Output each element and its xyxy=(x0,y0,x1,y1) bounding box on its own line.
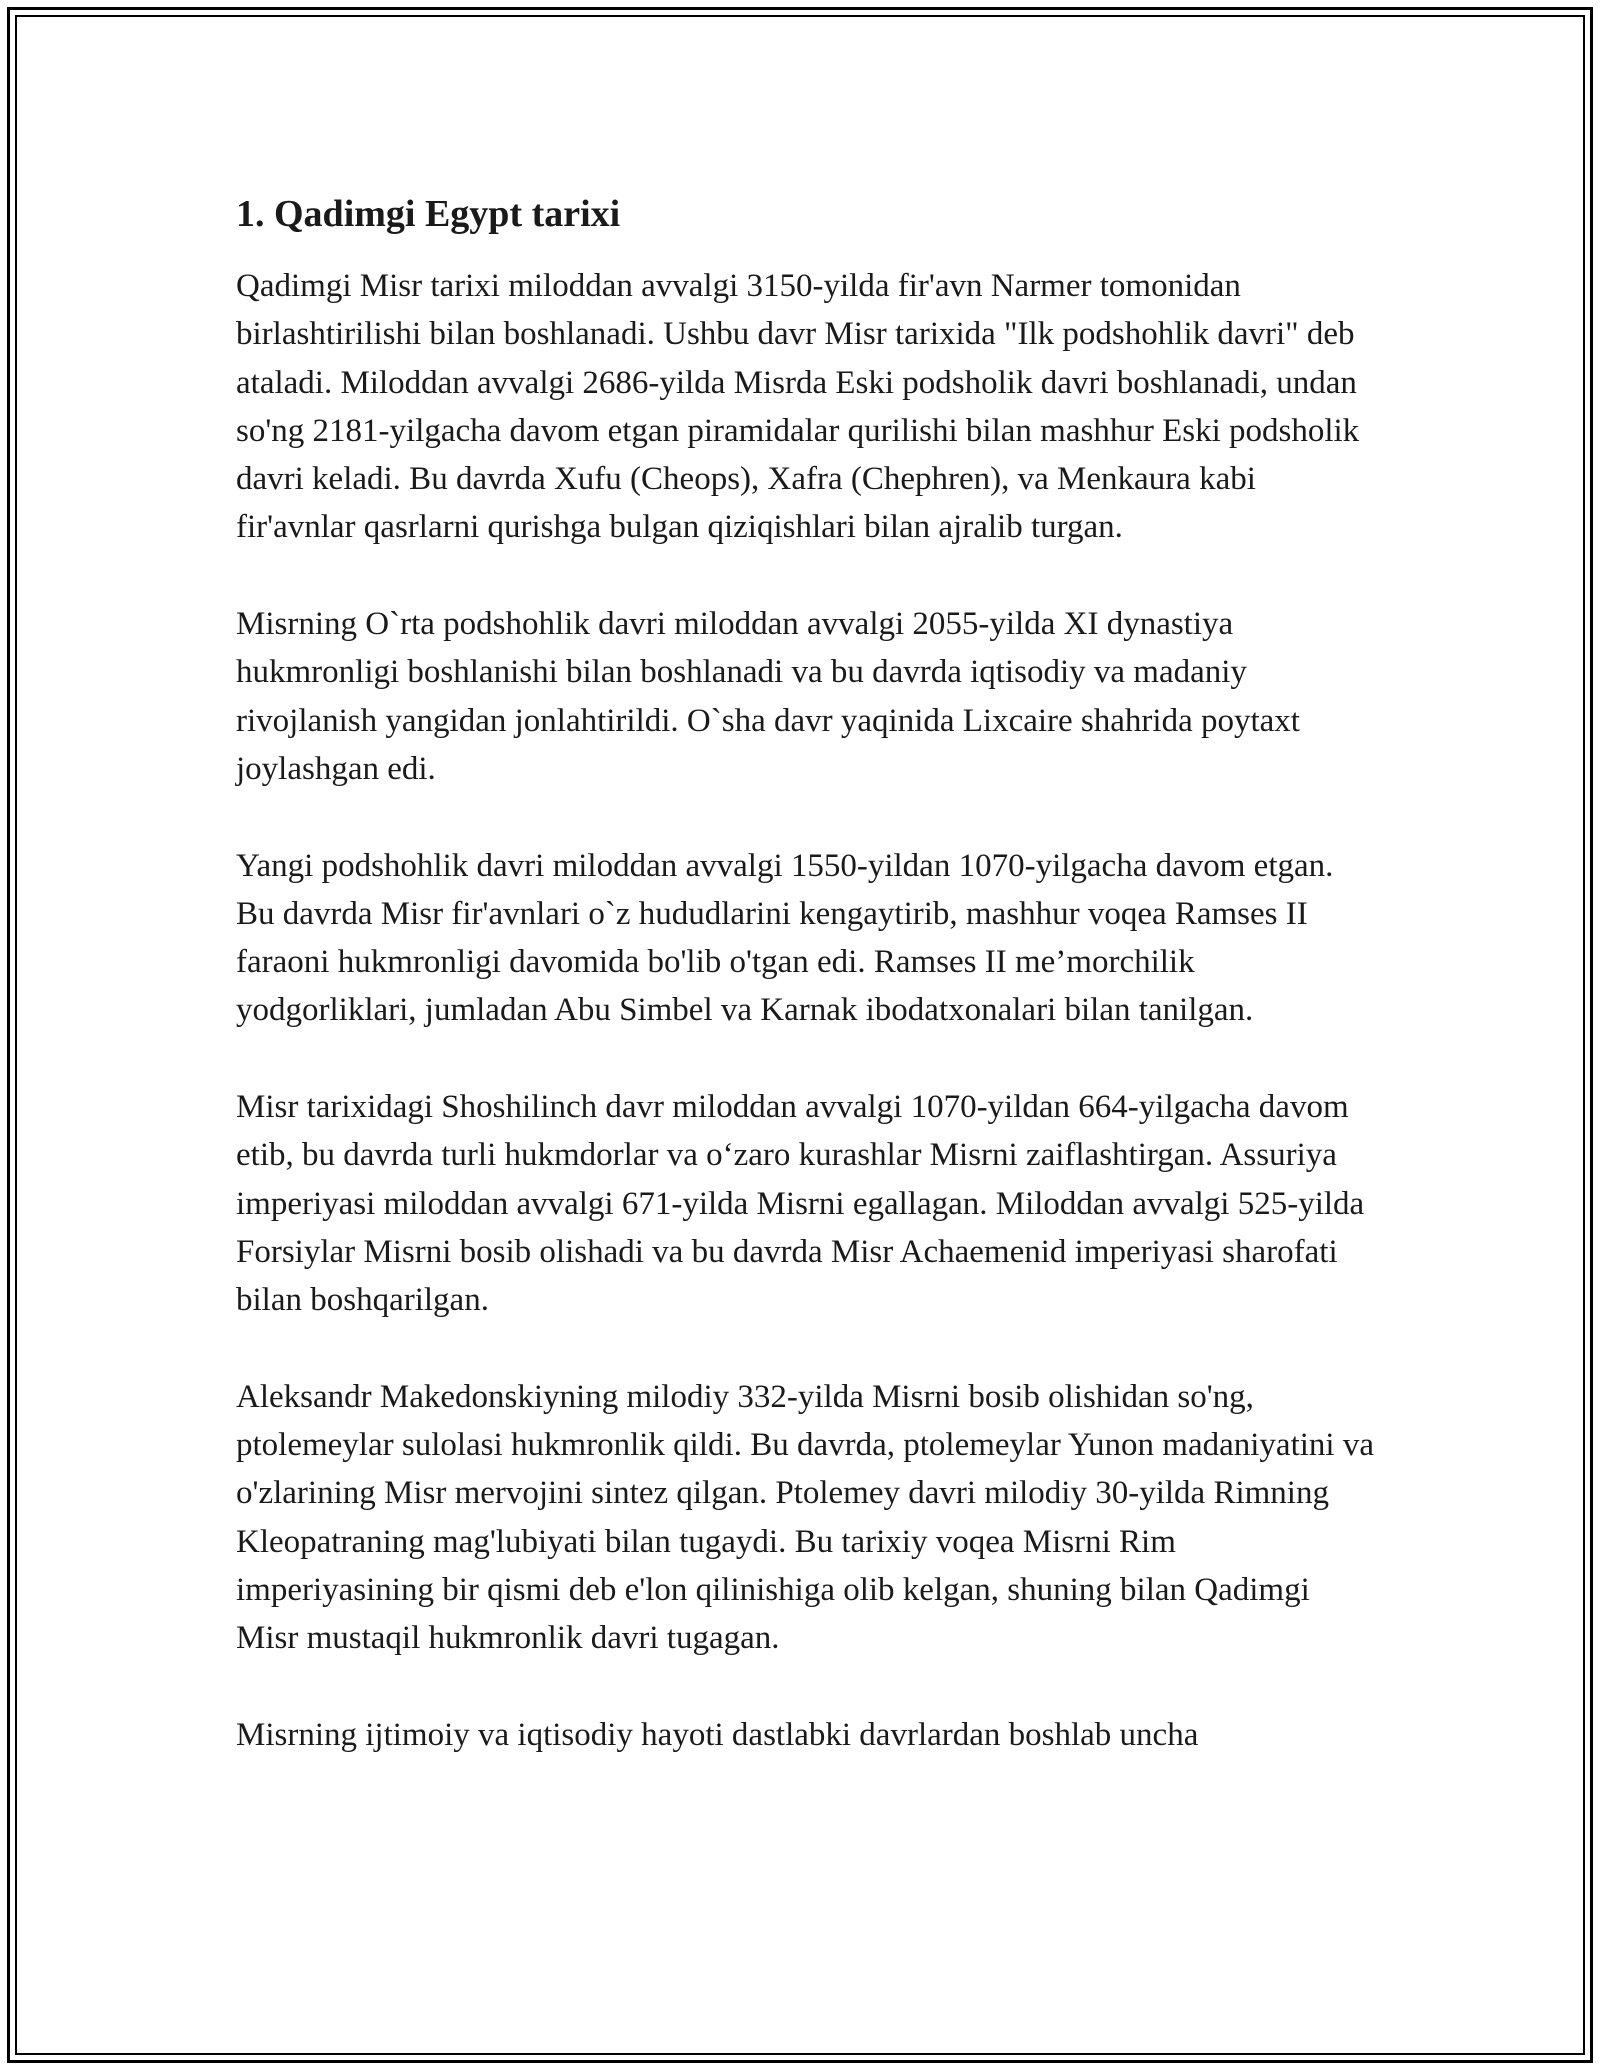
section-heading: 1. Qadimgi Egypt tarixi xyxy=(236,193,621,235)
paragraph-social-economic: Misrning ijtimoiy va iqtisodiy hayoti dastlabki davrlardan boshlab uncha xyxy=(236,1716,1199,1753)
paragraph-old-kingdom: Qadimgi Misr tarixi miloddan avvalgi 3150-yilda fir'avn Narmer tomonidan birlashtirilishi bilan boshlanadi. Ushbu davr Misr tarixida "Ilk podshohlik davri" deb ataladi. Miloddan avvalgi 2686-yilda Misrda Eski podsholik davri boshlanadi, undan so'ng 2181-yilgacha davom etgan piramidalar qurilishi bilan mashhur Eski podsholik davri keladi. Bu davrda Xufu (Cheops), Xafra (Chephren), va Menkaura kabi fir'avnlar qasrlarni qurishga bulgan qiziqishlari bilan ajralib turgan. xyxy=(236,268,1360,546)
document-body xyxy=(236,186,1376,1808)
paragraph-new-kingdom: Yangi podshohlik davri miloddan avvalgi 1550-yildan 1070-yilgacha davom etgan. Bu davrda Misr fir'avnlari o`z hududlarini kengaytirib, mashhur voqea Ramses II faraoni hukmronligi davomida bo'lib o'tgan edi. Ramses II me’morchilik yodgorliklari, jumladan Abu Simbel va Karnak ibodatxonalari bilan tanilgan. xyxy=(236,847,1334,1029)
paragraph-late-period: Misr tarixidagi Shoshilinch davr miloddan avvalgi 1070-yildan 664-yilgacha davom etib, bu davrda turli hukmdorlar va o‘zaro kurashlar Misrni zaiflashtirgan. Assuriya imperiyasi miloddan avvalgi 671-yilda Misrni egallagan. Miloddan avvalgi 525-yilda Forsiylar Misrni bosib olishadi va bu davrda Misr Achaemenid imperiyasi sharofati bilan boshqarilgan. xyxy=(236,1089,1365,1319)
paragraph-middle-kingdom: Misrning O`rta podshohlik davri miloddan avvalgi 2055-yilda XI dynastiya hukmronligi boshlanishi bilan boshlanadi va bu davrda iqtisodiy va madaniy rivojlanish yangidan jonlahtirildi. O`sha davr yaqinida Lixcaire shahrida poytaxt joylashgan edi. xyxy=(236,606,1300,787)
paragraph-ptolemaic-period: Aleksandr Makedonskiyning milodiy 332-yilda Misrni bosib olishidan so'ng, ptolemeylar sulolasi hukmronlik qildi. Bu davrda, ptolemeylar Yunon madaniyatini va o'zlarining Misr mervojini sintez qilgan. Ptolemey davri milodiy 30-yilda Rimning Kleopatraning mag'lubiyati bilan tugaydi. Bu tarixiy voqea Misrni Rim imperiyasining bir qismi deb e'lon qilinishiga olib kelgan, shuning bilan Qadimgi Misr mustaqil hukmronlik davri tugagan. xyxy=(236,1378,1374,1657)
